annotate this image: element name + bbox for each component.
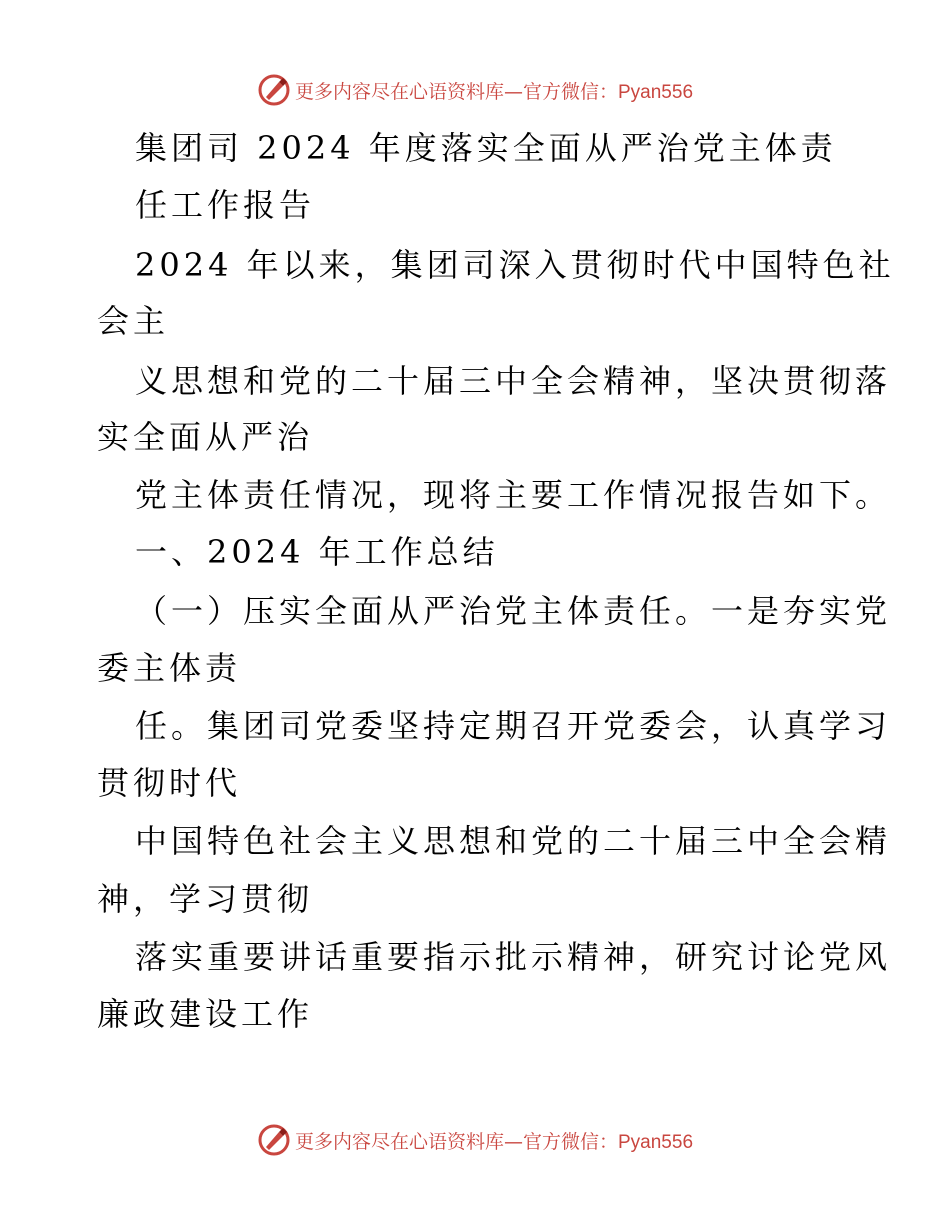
paragraph-line: 中国特色社会主义思想和党的二十届三中全会精 xyxy=(135,822,892,860)
paragraph-line: （一）压实全面从严治党主体责任。一是夯实党 xyxy=(135,592,892,630)
banner-text: 更多内容尽在心语资料库—官方微信：Pyan556 xyxy=(294,1130,694,1153)
paragraph-line: 义思想和党的二十届三中全会精神，坚决贯彻落 xyxy=(135,362,892,400)
paragraph-line: 委主体责 xyxy=(97,649,242,687)
paragraph-line: 落实重要讲话重要指示批示精神，研究讨论党风 xyxy=(135,938,892,976)
paragraph-line: 会主 xyxy=(97,302,170,340)
paragraph-line: 任。集团司党委坚持定期召开党委会，认真学习 xyxy=(135,707,892,745)
paragraph-line: 贯彻时代 xyxy=(97,764,242,802)
banner-text: 更多内容尽在心语资料库—官方微信：Pyan556 xyxy=(294,80,694,103)
paragraph-line: 实全面从严治 xyxy=(97,418,314,456)
section-heading: 一、2024 年工作总结 xyxy=(135,533,499,571)
paragraph-line: 2024 年以来，集团司深入贯彻时代中国特色社 xyxy=(135,246,895,284)
header-banner xyxy=(0,70,950,110)
pen-nib-logo-icon xyxy=(257,1123,291,1157)
document-title-line-1: 集团司 2024 年度落实全面从严治党主体责 xyxy=(135,129,837,167)
paragraph-line: 党主体责任情况，现将主要工作情况报告如下。 xyxy=(135,476,892,514)
footer-banner xyxy=(0,1120,950,1160)
paragraph-line: 神，学习贯彻 xyxy=(97,880,314,918)
paragraph-line: 廉政建设工作 xyxy=(97,995,314,1033)
document-title-line-2: 任工作报告 xyxy=(135,186,316,224)
pen-nib-logo-icon xyxy=(257,73,291,107)
